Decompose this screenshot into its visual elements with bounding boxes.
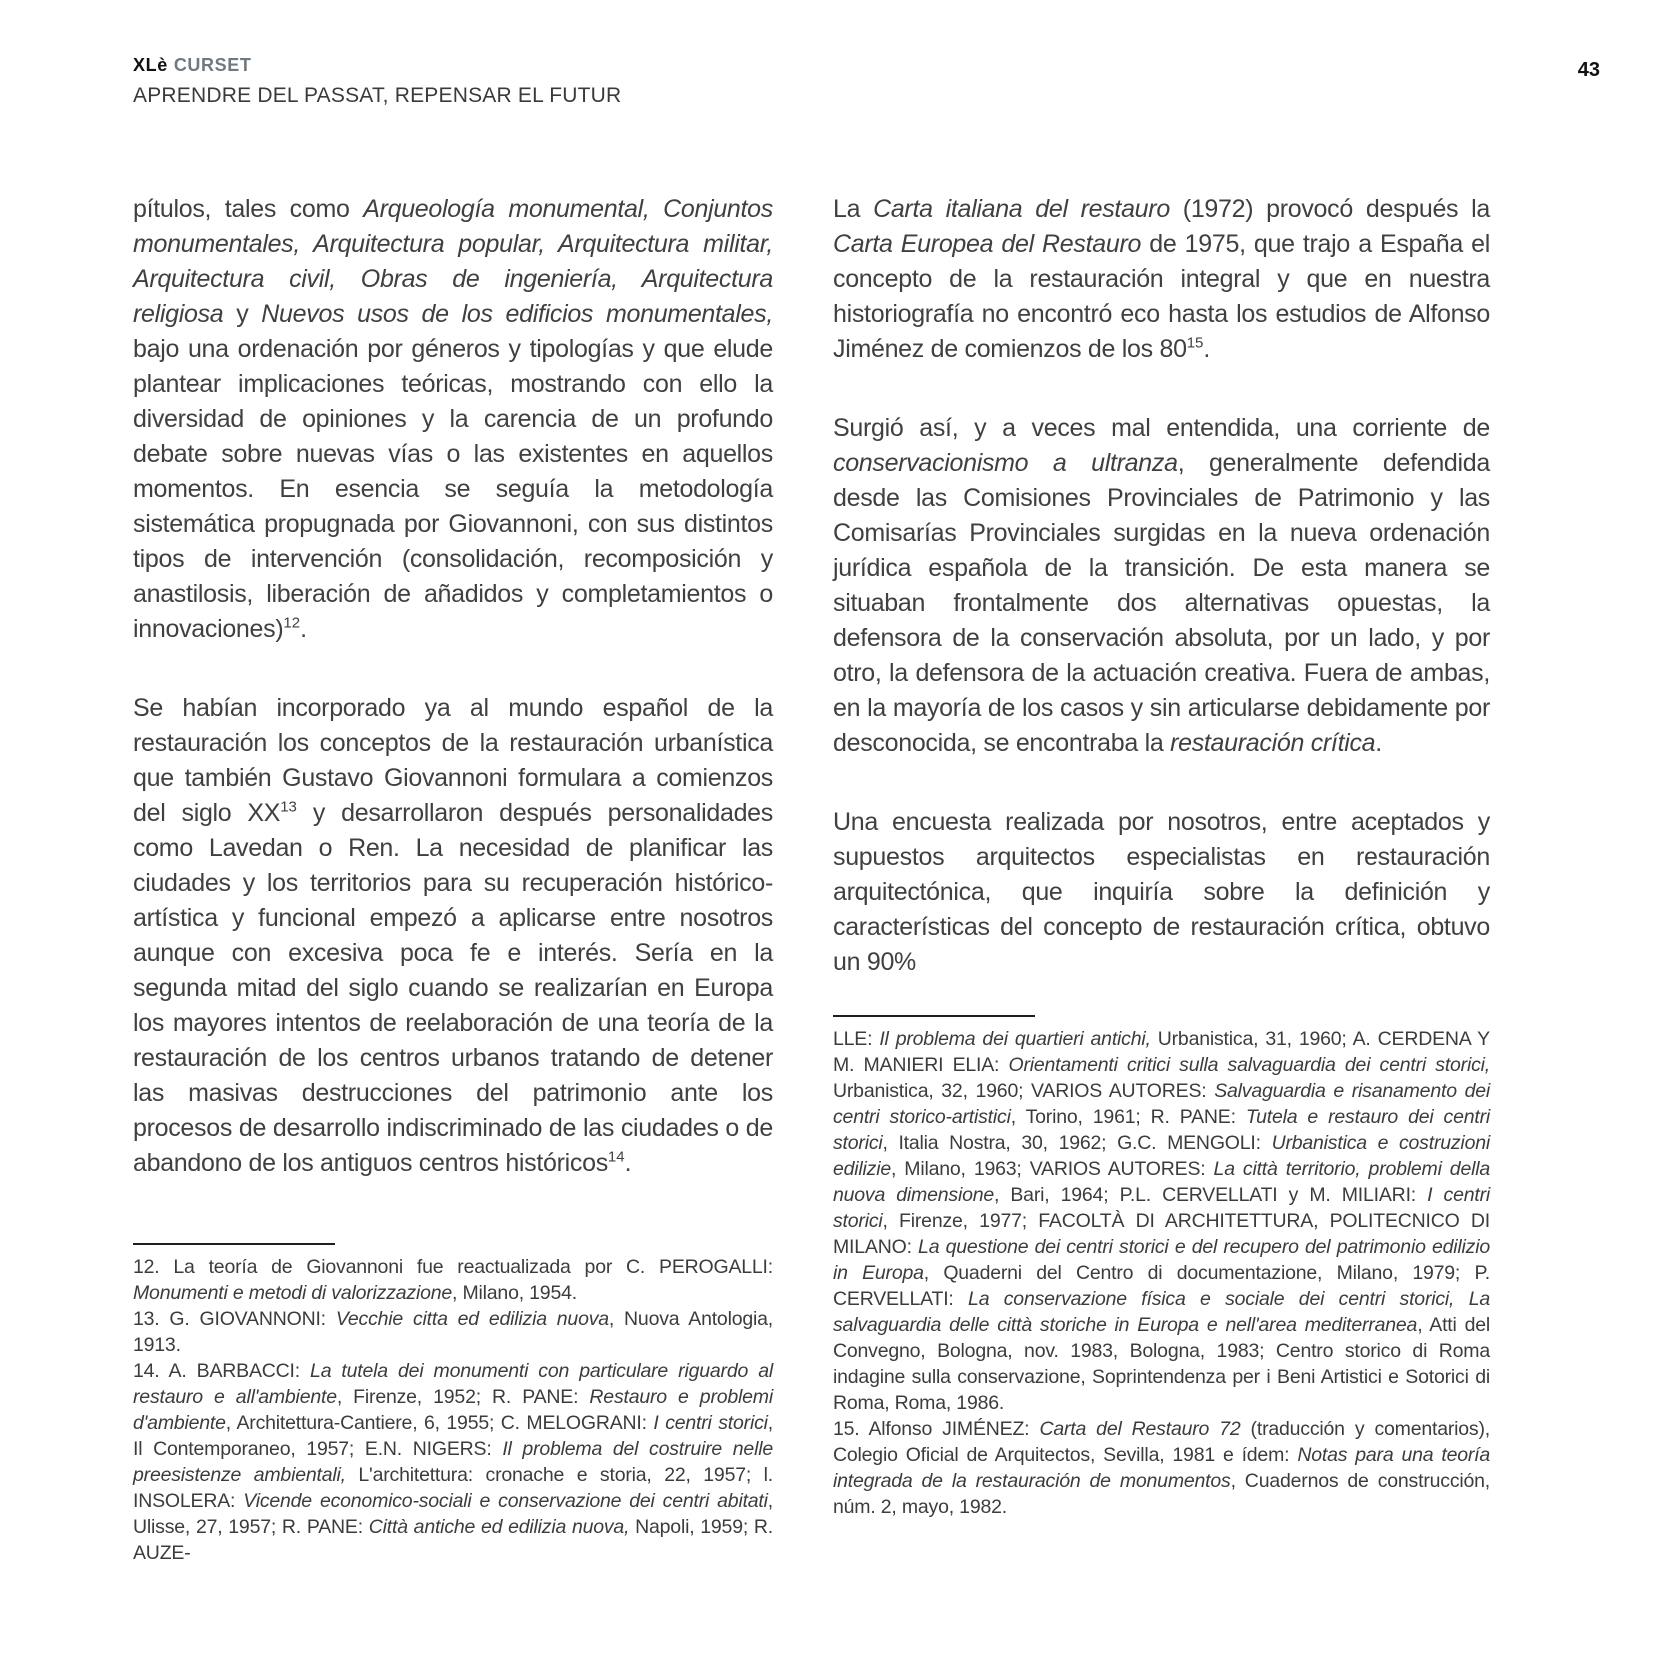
text-run: La questione dei centri storici e del recupero del patrimonio edilizio in Europa — [833, 1236, 1491, 1284]
footnote-rule — [833, 1015, 1035, 1017]
text-run: y — [223, 300, 262, 328]
left-footnotes — [133, 1243, 773, 1566]
text-run: Vicende economico-sociali e conservazione dei centri abitati — [243, 1490, 768, 1512]
text-run: , Torino, 1961; R. PANE: — [1010, 1106, 1246, 1128]
text-run: , Il Contemporaneo, 1957; E.N. NIGERS: — [133, 1412, 773, 1460]
right-footnotes — [833, 1015, 1490, 1520]
text-run: bajo una ordenación por géneros y tipologías y que elude plantear implicaciones teóricas, mostrando con ello la diversidad de opiniones y la carencia de un profundo debate sobre nuevas vías o las existentes en aquellos momentos. En esencia se seguía la metodología sistemática propugnada por Giovannoni, con sus distintos tipos de intervención (consolidación, recomposición y anastilosis, liberación de añadidos y completamientos o innovaciones) — [133, 335, 773, 643]
text-run: Restauro e problemi d'ambiente — [133, 1386, 773, 1434]
text-run: 13. G. GIOVANNONI: — [133, 1308, 336, 1330]
body-paragraph — [833, 411, 1490, 761]
page-number: 43 — [1577, 59, 1600, 81]
footnote-rule — [133, 1243, 335, 1245]
text-run: La — [833, 195, 874, 223]
body-paragraph — [133, 691, 773, 1181]
text-run: Se habían incorporado ya al mundo español de la restauración los conceptos de la restauración urbanística que también Gustavo Giovannoni formulara a comienzos del siglo XX — [133, 694, 773, 827]
text-run: Città antiche ed edilizia nuova, — [368, 1516, 630, 1538]
text-run: Orientamenti critici sulla salvaguardia dei centri storici, — [1008, 1054, 1491, 1076]
text-run: , Atti del Convegno, Bologna, nov. 1983, Bologna, 1983; Centro storico di Roma indagine sulla conservazione, Soprintendenza per i Beni Artistici e Sotorici di Roma, Roma, 1986. — [833, 1314, 1490, 1414]
body-paragraph — [133, 192, 773, 647]
text-run: Tutela e restauro dei centri storici — [833, 1106, 1490, 1154]
text-run: Nuevos usos de los edificios monumentales, — [261, 300, 773, 328]
right-column — [833, 192, 1490, 1024]
footnote — [133, 1306, 773, 1358]
body-paragraph — [833, 192, 1490, 367]
footnote — [833, 1416, 1490, 1520]
course-label: CURSET — [173, 55, 252, 75]
text-run: , Nuova Antologia, 1913. — [133, 1308, 773, 1356]
text-run: 15. Alfonso JIMÉNEZ: — [833, 1418, 1040, 1440]
footnote-continuation — [833, 1026, 1490, 1416]
header-subtitle: APRENDRE DEL PASSAT, REPENSAR EL FUTUR — [133, 84, 622, 107]
text-run: 12. La teoría de Giovannoni fue reactualizada por C. PEROGALLI: — [133, 1256, 773, 1278]
text-run: (1972) provocó después la — [1169, 195, 1490, 223]
text-run: Carta del Restauro 72 — [1039, 1418, 1241, 1440]
course-title — [133, 55, 1600, 76]
text-run: La conservazione física e sociale dei centri storici, La salvaguardia delle città storiche in Europa e nell'area mediterranea — [833, 1288, 1490, 1336]
footnote — [133, 1358, 773, 1566]
text-run: . — [1375, 729, 1382, 757]
text-run: (traducción y comentarios), Colegio Oficial de Arquitectos, Sevilla, 1981 e ídem: — [833, 1418, 1490, 1466]
text-run: Surgió así, y a veces mal entendida, una corriente de — [833, 414, 1490, 442]
text-run: conservacionismo a ultranza — [833, 449, 1178, 477]
text-run: , Cuadernos de construcción, núm. 2, mayo, 1982. — [833, 1470, 1491, 1518]
text-run: Monumenti e metodi di valorizzazione — [133, 1282, 453, 1304]
text-run: LLE: — [833, 1028, 880, 1050]
text-run: . — [300, 615, 307, 643]
text-run: Urbanistica, 32, 1960; VARIOS AUTORES: — [833, 1080, 1215, 1102]
text-run: Urbanistica e costruzioni edilizie — [833, 1132, 1490, 1180]
text-run: I centri storici — [833, 1184, 1491, 1232]
text-run: , Italia Nostra, 30, 1962; G.C. MENGOLI: — [882, 1132, 1272, 1154]
text-run: , generalmente defendida desde las Comisiones Provinciales de Patrimonio y las Comisarías Provinciales surgidas en la nueva ordenación jurídica española de la transición. De esta manera se situaban frontalmente dos alternativas opuestas, la defensora de la conservación absoluta, por un lado, y por otro, la defensora de la actuación creativa. Fuera de ambas, en la mayoría de los casos y sin articularse debidamente por desconocida, se encontraba la — [833, 449, 1490, 757]
text-run: La città territorio, problemi della nuova dimensione — [833, 1158, 1490, 1206]
text-run: Urbanistica, 31, 1960; A. CERDENA Y M. MANIERI ELIA: — [833, 1028, 1490, 1076]
footnote-reference: 14 — [607, 1148, 625, 1166]
text-run: 14. A. BARBACCI: — [133, 1360, 311, 1382]
text-run: , Firenze, 1977; FACOLTÀ DI ARCHITETTURA, POLITECNICO DI MILANO: — [833, 1210, 1490, 1258]
text-run: de 1975, que trajo a España el concepto de la restauración integral y que en nuestra historiografía no encontró eco hasta los estudios de Alfonso Jiménez de comienzos de los 80 — [833, 230, 1490, 363]
text-run: . — [1203, 335, 1211, 363]
text-run: restauración crítica — [1170, 729, 1376, 757]
footnote-reference: 15 — [1186, 334, 1204, 352]
text-run: , Ulisse, 27, 1957; R. PANE: — [133, 1490, 774, 1538]
text-run: , Firenze, 1952; R. PANE: — [336, 1386, 590, 1408]
text-run: L'architettura: cronache e storia, 22, 1957; l. INSOLERA: — [133, 1464, 773, 1512]
course-number: XLè — [133, 55, 168, 75]
text-run: , Milano, 1963; VARIOS AUTORES: — [891, 1158, 1214, 1180]
text-run: Salvaguardia e risanamento dei centri storico-artistici — [833, 1080, 1490, 1128]
text-run: y desarrollaron después personalidades como Lavedan o Ren. La necesidad de planificar las ciudades y los territorios para su recuperación histórico-artística y funcional empezó a aplicarse entre nosotros aunque con excesiva poca fe e interés. Sería en la segunda mitad del siglo cuando se realizarían en Europa los mayores intentos de reelaboración de una teoría de la restauración de los centros urbanos tratando de detener las masivas destrucciones del patrimonio ante los procesos de desarrollo indiscriminado de las ciudades o de abandono de los antiguos centros históricos — [133, 799, 773, 1177]
text-run: Carta italiana del restauro — [873, 195, 1170, 223]
text-run: Il problema del costruire nelle preesistenze ambientali, — [133, 1438, 773, 1486]
left-column — [133, 192, 773, 1225]
text-run: , Bari, 1964; P.L. CERVELLATI y M. MILIARI: — [994, 1184, 1428, 1206]
text-run: Il problema dei quartieri antichi, — [879, 1028, 1151, 1050]
text-run: Una encuesta realizada por nosotros, entre aceptados y supuestos arquitectos especialistas en restauración arquitectónica, que inquiría sobre la definición y características del concepto de restauración crítica, obtuvo un 90% — [833, 808, 1490, 976]
text-run: , Quaderni del Centro di documentazione, Milano, 1979; P. CERVELLATI: — [833, 1262, 1490, 1310]
text-run: Notas para una teoría integrada de la restauración de monumentos — [833, 1444, 1491, 1492]
text-run: Napoli, 1959; R. AUZE- — [133, 1516, 773, 1564]
text-run: Vecchie citta ed edilizia nuova — [335, 1308, 609, 1330]
text-run: . — [624, 1149, 632, 1177]
page-header — [133, 55, 1600, 108]
footnote — [133, 1254, 773, 1306]
footnote-reference: 13 — [280, 798, 297, 816]
text-run: I centri storici — [653, 1412, 768, 1434]
text-run: pítulos, tales como — [133, 195, 364, 223]
text-run: , Milano, 1954. — [452, 1282, 577, 1304]
text-run: , Architettura-Cantiere, 6, 1955; C. MELOGRANI: — [225, 1412, 654, 1434]
footnote-reference: 12 — [283, 614, 301, 632]
text-run: Carta Europea del Restauro — [833, 230, 1142, 258]
text-run: Arqueología monumental, Conjuntos monumentales, Arquitectura popular, Arquitectura militar, Arquitectura civil, Obras de ingeniería, Arquitectura religiosa — [133, 195, 773, 328]
text-run: La tutela dei monumenti con particulare riguardo al restauro e all'ambiente — [133, 1360, 773, 1408]
body-paragraph — [833, 805, 1490, 980]
